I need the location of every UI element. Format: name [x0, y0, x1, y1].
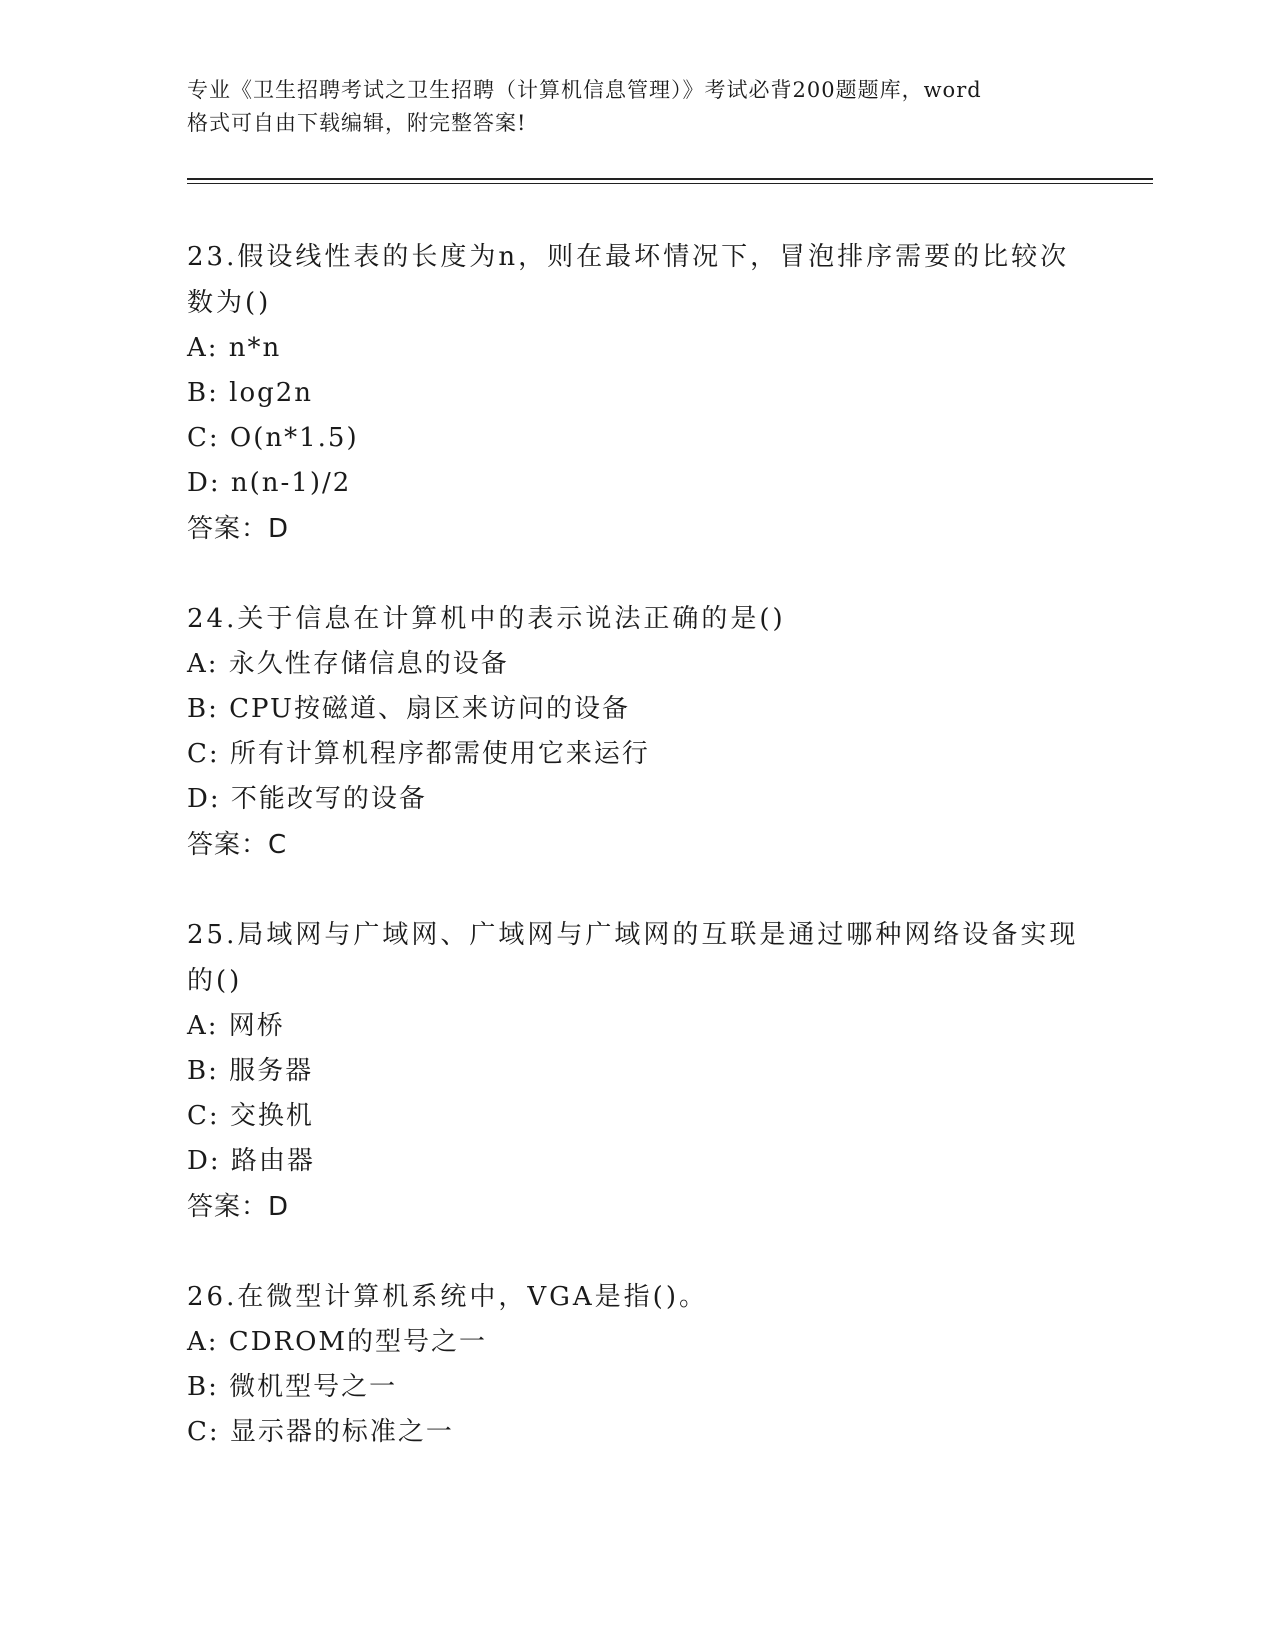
option-d: D: 不能改写的设备 — [187, 784, 427, 814]
question-text-line: 的() — [187, 966, 243, 996]
answer-line: 答案：D — [187, 514, 290, 544]
option-d: D: 路由器 — [187, 1146, 315, 1176]
header-divider-bottom — [187, 183, 1153, 184]
option-c: C: 显示器的标准之一 — [187, 1417, 454, 1447]
option-b: B: CPU按磁道、扇区来访问的设备 — [187, 694, 630, 724]
question-text-line: 24.关于信息在计算机中的表示说法正确的是() — [187, 604, 786, 634]
question-text-line: 数为() — [187, 288, 272, 318]
question-25 — [187, 912, 1087, 1230]
question-text-line: 25.局域网与广域网、广域网与广域网的互联是通过哪种网络设备实现 — [187, 920, 1079, 950]
header-line-1: 专业《卫生招聘考试之卫生招聘（计算机信息管理）》考试必背200题题库，word — [187, 78, 982, 102]
option-c: C: O(n*1.5) — [187, 423, 359, 453]
question-text-line: 26.在微型计算机系统中，VGA是指()。 — [187, 1282, 708, 1312]
question-text-line: 23.假设线性表的长度为n，则在最坏情况下，冒泡排序需要的比较次 — [187, 242, 1070, 272]
question-24 — [187, 596, 1087, 868]
option-a: A: n*n — [187, 333, 282, 363]
question-26 — [187, 1274, 1087, 1455]
option-d: D: n(n-1)/2 — [187, 468, 352, 498]
option-a: A: CDROM的型号之一 — [187, 1327, 488, 1357]
document-header — [187, 74, 1087, 140]
option-a: A: 永久性存储信息的设备 — [187, 649, 509, 679]
answer-line: 答案：D — [187, 1192, 290, 1222]
option-c: C: 交换机 — [187, 1101, 314, 1131]
question-23 — [187, 234, 1087, 552]
option-b: B: 服务器 — [187, 1056, 314, 1086]
option-b: B: log2n — [187, 378, 314, 408]
option-c: C: 所有计算机程序都需使用它来运行 — [187, 739, 650, 769]
answer-line: 答案：C — [187, 830, 288, 860]
question-list — [187, 234, 1087, 1499]
option-a: A: 网桥 — [187, 1011, 285, 1041]
header-divider-top — [187, 178, 1153, 180]
option-b: B: 微机型号之一 — [187, 1372, 398, 1402]
header-line-2: 格式可自由下载编辑，附完整答案! — [187, 111, 527, 135]
